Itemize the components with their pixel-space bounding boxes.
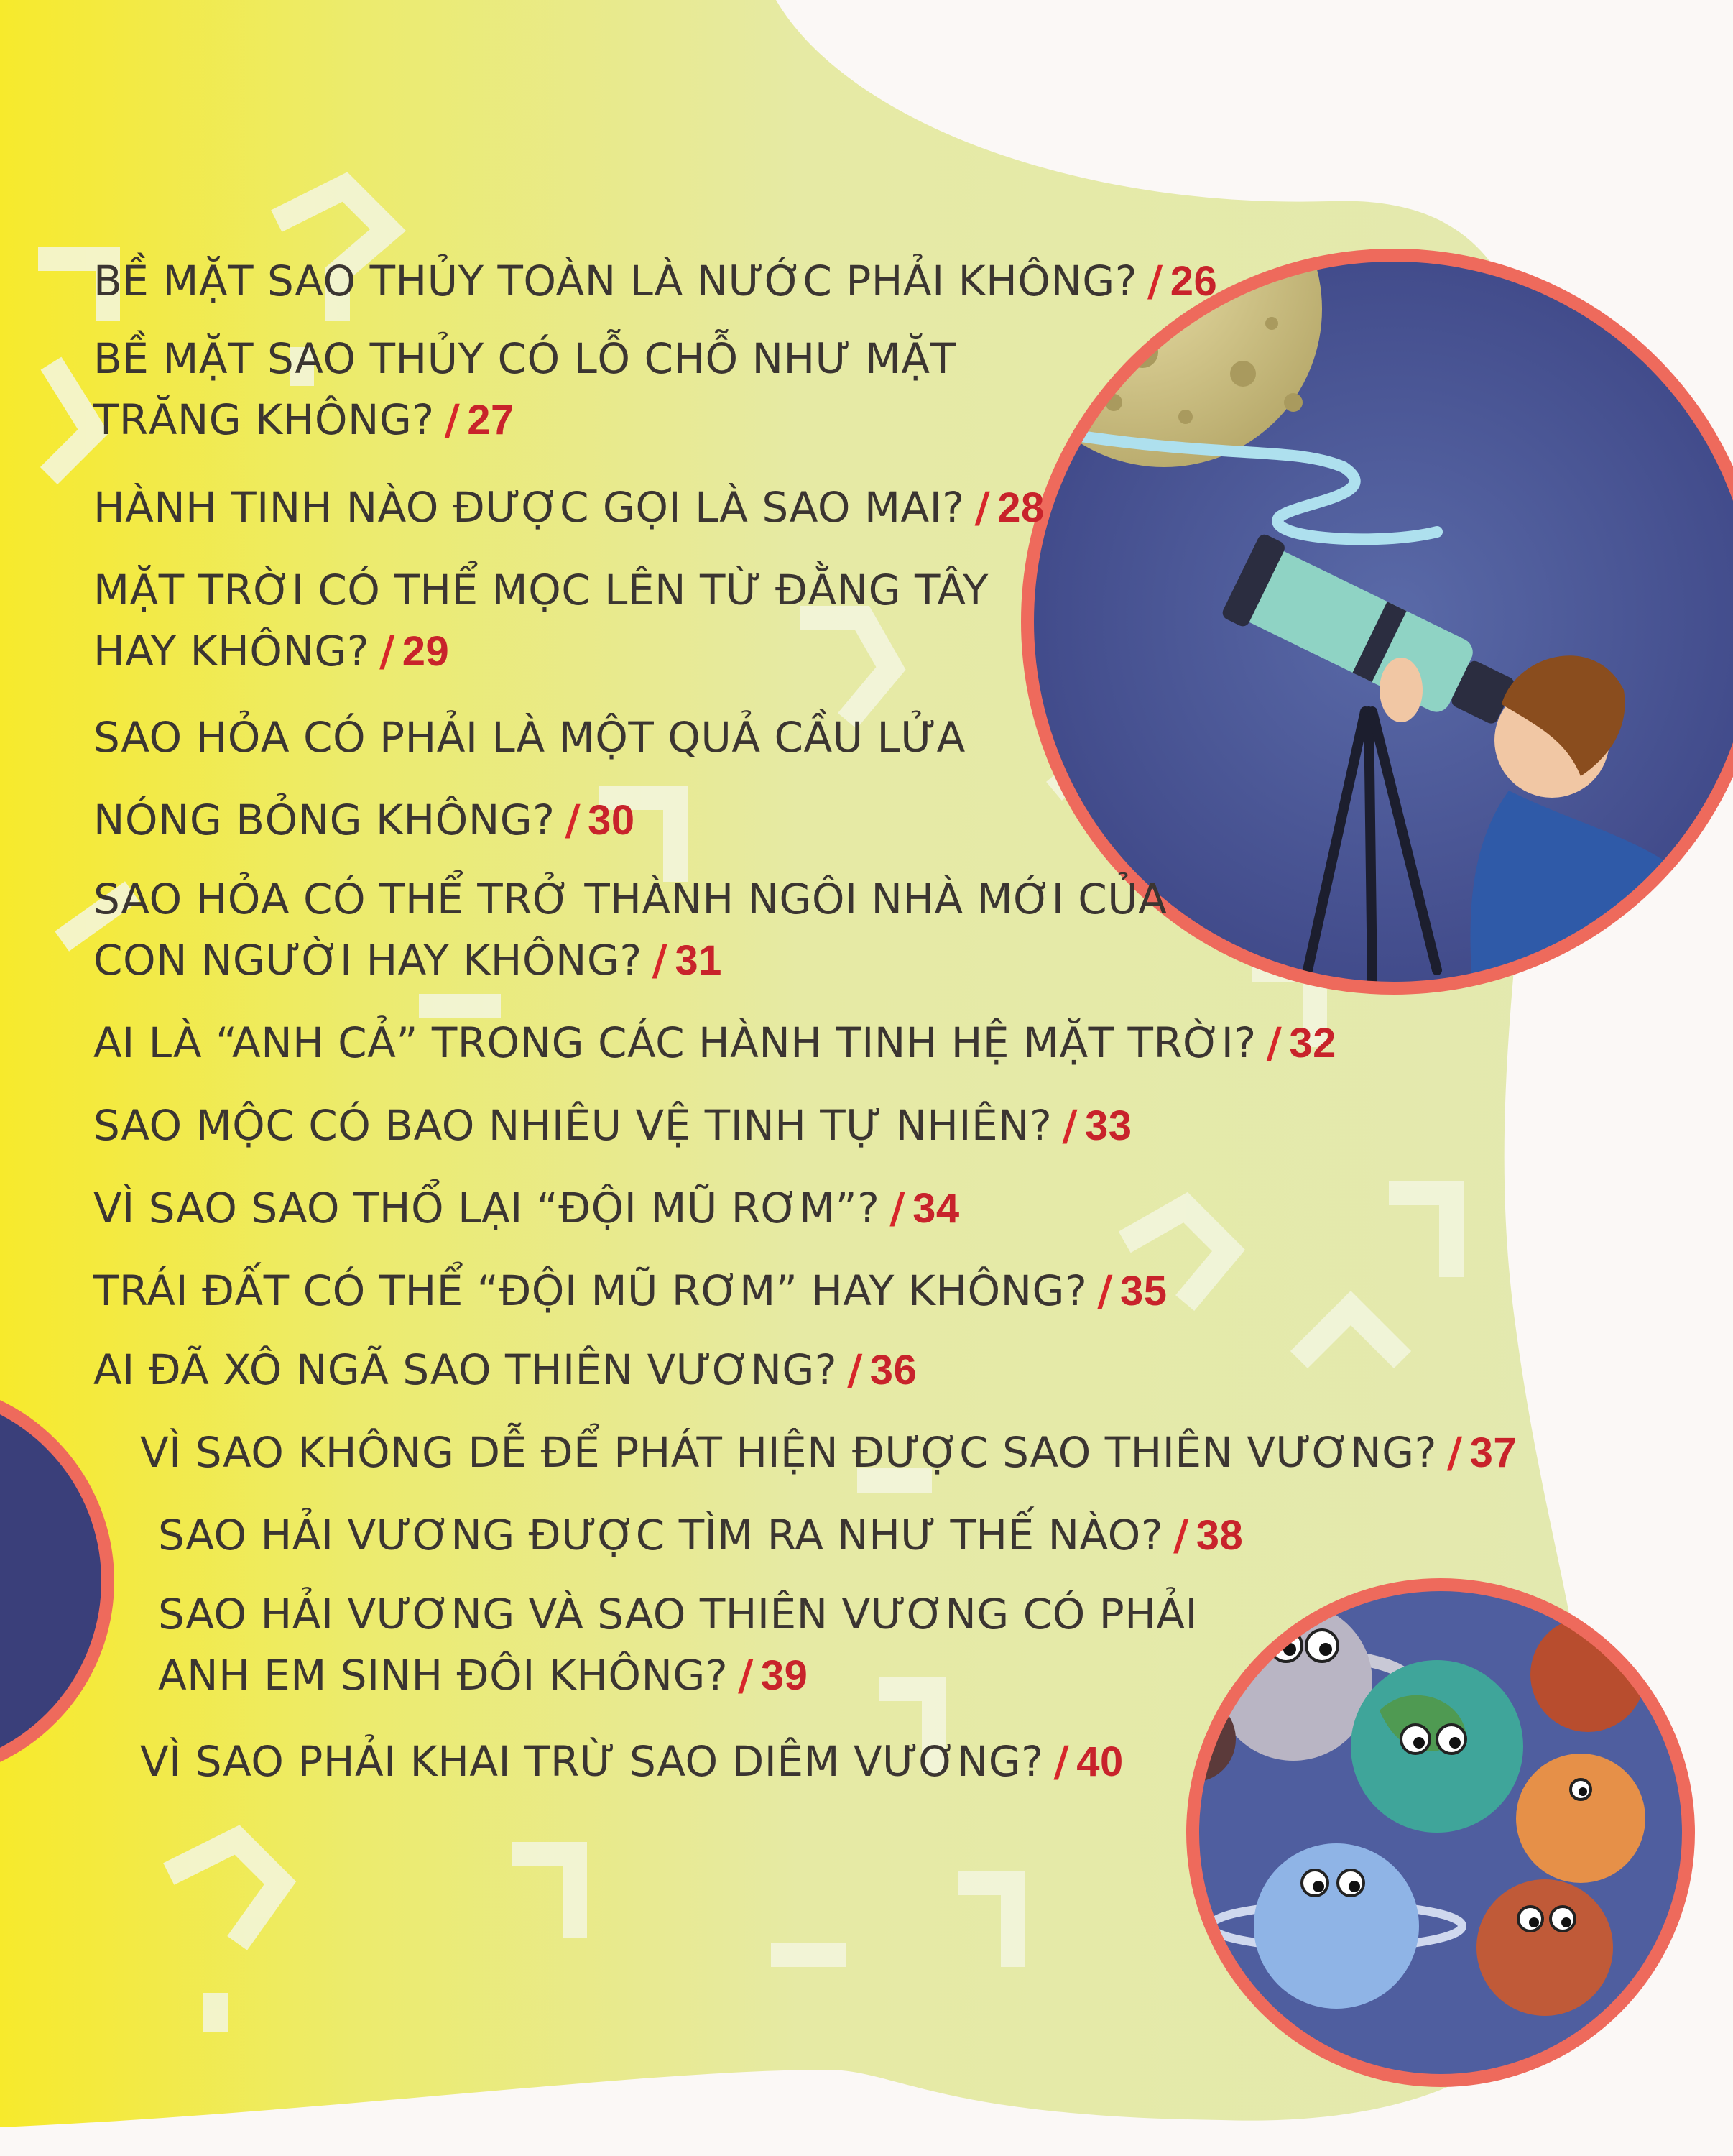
toc-separator: / (1147, 257, 1163, 305)
toc-separator: / (652, 936, 668, 985)
toc-page-number[interactable]: 38 (1196, 1512, 1244, 1559)
toc-entry-title: SAO HẢI VƯƠNG ĐƯỢC TÌM RA NHƯ THẾ NÀO? (158, 1511, 1164, 1560)
toc-separator: / (1062, 1101, 1078, 1150)
toc-page-number[interactable]: 40 (1076, 1738, 1124, 1785)
toc-entry-title: VÌ SAO KHÔNG DỄ ĐỂ PHÁT HIỆN ĐƯỢC SAO THIÊN VƯƠNG? (140, 1428, 1437, 1477)
toc-entry-line (158, 1651, 808, 1700)
toc-entry-title: ANH EM SINH ĐÔI KHÔNG? (158, 1651, 729, 1700)
toc-separator: / (444, 395, 461, 444)
toc-page-number[interactable]: 31 (675, 937, 722, 984)
toc-separator: / (1446, 1428, 1463, 1477)
toc-separator: / (1097, 1266, 1113, 1315)
toc-page-number[interactable]: 34 (912, 1185, 960, 1232)
toc-entry-title: NÓNG BỎNG KHÔNG? (93, 796, 555, 844)
toc-entry-title: TRÁI ĐẤT CÓ THỂ “ĐỘI MŨ RƠM” HAY KHÔNG? (93, 1266, 1088, 1315)
toc-entry-line (93, 1184, 960, 1233)
toc-entry-line (158, 1511, 1244, 1560)
toc-entry-line (93, 483, 1045, 532)
toc-entry-title: AI LÀ “ANH CẢ” TRONG CÁC HÀNH TINH HỆ MẶT TRỜI? (93, 1018, 1257, 1067)
toc-entry-line (93, 1266, 1168, 1315)
toc-entry-line (93, 627, 450, 676)
toc-entry-title: BỀ MẶT SAO THỦY CÓ LỖ CHỖ NHƯ MẶT (93, 334, 956, 383)
toc-entry-line (93, 395, 514, 444)
toc-separator: / (974, 483, 991, 532)
toc-entry-line (140, 1737, 1124, 1786)
toc-entry-line (93, 566, 989, 614)
toc-separator: / (738, 1651, 754, 1700)
toc-entry-title: AI ĐÃ XÔ NGÃ SAO THIÊN VƯƠNG? (93, 1345, 838, 1394)
toc-entry-title: CON NGƯỜI HAY KHÔNG? (93, 936, 642, 985)
toc-page-number[interactable]: 32 (1289, 1020, 1336, 1067)
toc-entry-title: SAO MỘC CÓ BAO NHIÊU VỆ TINH TỰ NHIÊN? (93, 1101, 1053, 1150)
toc-page-number[interactable]: 37 (1469, 1429, 1517, 1476)
toc-entry-line (158, 1590, 1198, 1639)
toc-entry-title: MẶT TRỜI CÓ THỂ MỌC LÊN TỪ ĐẰNG TÂY (93, 566, 989, 614)
toc-separator: / (1173, 1511, 1189, 1560)
toc-page-number[interactable]: 29 (402, 628, 450, 675)
toc-entry-title: SAO HẢI VƯƠNG VÀ SAO THIÊN VƯƠNG CÓ PHẢI (158, 1590, 1198, 1639)
toc-separator: / (889, 1184, 906, 1233)
toc-entry-title: SAO HỎA CÓ THỂ TRỞ THÀNH NGÔI NHÀ MỚI CỦA (93, 875, 1168, 923)
toc-separator: / (1053, 1737, 1070, 1786)
toc-entry-line (93, 257, 1218, 305)
toc-page-number[interactable]: 27 (467, 397, 514, 443)
toc-entry-line (93, 796, 635, 844)
toc-separator: / (565, 796, 581, 844)
toc-entry-line (93, 713, 966, 762)
toc-entry-title: VÌ SAO PHẢI KHAI TRỪ SAO DIÊM VƯƠNG? (140, 1737, 1044, 1786)
toc-separator: / (1266, 1018, 1283, 1067)
toc-entry-title: TRĂNG KHÔNG? (93, 395, 435, 444)
toc-page-number[interactable]: 33 (1085, 1102, 1132, 1149)
toc-page-number[interactable]: 28 (997, 484, 1045, 531)
toc-entry-line (93, 1101, 1132, 1150)
toc-entry-title: HAY KHÔNG? (93, 627, 370, 676)
toc-separator: / (379, 627, 395, 676)
toc-page-number[interactable]: 30 (588, 797, 635, 844)
toc-entry-line (93, 936, 722, 985)
toc-page-number[interactable]: 39 (760, 1652, 808, 1699)
toc-entry-title: SAO HỎA CÓ PHẢI LÀ MỘT QUẢ CẦU LỬA (93, 713, 966, 762)
toc-entry-line (93, 875, 1168, 923)
toc-entry-line (93, 334, 956, 383)
toc-entry-line (93, 1018, 1336, 1067)
toc-page-number[interactable]: 35 (1119, 1268, 1168, 1314)
toc-entry-title: BỀ MẶT SAO THỦY TOÀN LÀ NƯỚC PHẢI KHÔNG? (93, 257, 1138, 305)
toc-entry-title: VÌ SAO SAO THỔ LẠI “ĐỘI MŨ RƠM”? (93, 1184, 880, 1233)
toc-entry-line (140, 1428, 1517, 1477)
toc-separator: / (847, 1345, 863, 1394)
toc-page-number[interactable]: 26 (1170, 258, 1218, 305)
toc-entry-title: HÀNH TINH NÀO ĐƯỢC GỌI LÀ SAO MAI? (93, 483, 965, 532)
toc-entry-line (93, 1345, 918, 1394)
toc-page-number[interactable]: 36 (869, 1347, 918, 1393)
